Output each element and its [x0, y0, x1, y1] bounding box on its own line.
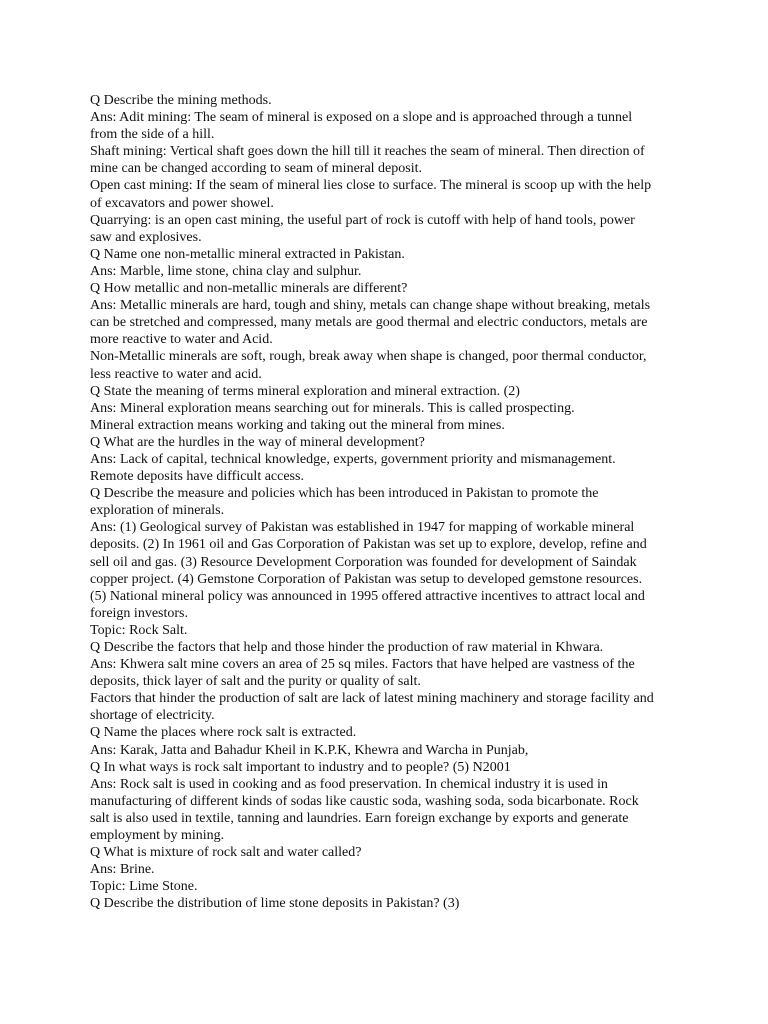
text-line: (5) National mineral policy was announced in 1995 offered attractive incentives to attract local and — [90, 588, 645, 604]
answer-line: Ans: Adit mining: The seam of mineral is exposed on a slope and is approached through a tunnel — [90, 110, 633, 126]
question-line: Q In what ways is rock salt important to industry and to people? (5) N2001 — [90, 759, 511, 775]
answer-line: Ans: Khwera salt mine covers an area of 25 sq miles. Factors that have helped are vastness of the — [90, 657, 635, 673]
text-line: Factors that hinder the production of salt are lack of latest mining machinery and storage facility and — [90, 691, 654, 707]
question-line: Q Name one non-metallic mineral extracted in Pakistan. — [90, 246, 405, 262]
text-line: Shaft mining: Vertical shaft goes down the hill till it reaches the seam of mineral. Then direction of — [90, 144, 645, 160]
answer-line: Ans: (1) Geological survey of Pakistan was established in 1947 for mapping of workable mineral — [90, 520, 635, 536]
answer-line: Ans: Marble, lime stone, china clay and sulphur. — [90, 263, 362, 279]
text-line: less reactive to water and acid. — [90, 366, 262, 382]
topic-heading: Topic: Rock Salt. — [90, 622, 188, 638]
text-line: saw and explosives. — [90, 229, 202, 245]
text-line: sell oil and gas. (3) Resource Development Corporation was founded for development of Saindak — [90, 554, 637, 570]
answer-line: Ans: Rock salt is used in cooking and as food preservation. In chemical industry it is used in — [90, 776, 608, 792]
question-line: Q Describe the distribution of lime stone deposits in Pakistan? (3) — [90, 896, 460, 912]
text-line: Mineral extraction means working and taking out the mineral from mines. — [90, 417, 505, 433]
text-line: copper project. (4) Gemstone Corporation of Pakistan was setup to developed gemstone resources. — [90, 571, 643, 587]
question-line: Q What is mixture of rock salt and water called? — [90, 845, 362, 861]
text-line: Non-Metallic minerals are soft, rough, break away when shape is changed, poor thermal conductor, — [90, 349, 647, 365]
question-line: Q What are the hurdles in the way of mineral development? — [90, 434, 425, 450]
text-line: manufacturing of different kinds of sodas like caustic soda, washing soda, soda bicarbonate. Rock — [90, 793, 639, 809]
text-line: salt is also used in textile, tanning and laundries. Earn foreign exchange by exports and generate — [90, 810, 629, 826]
text-line: foreign investors. — [90, 605, 188, 621]
text-line: Quarrying: is an open cast mining, the useful part of rock is cutoff with help of hand tools, power — [90, 212, 635, 228]
text-line: deposits. (2) In 1961 oil and Gas Corporation of Pakistan was set up to explore, develop, refine and — [90, 537, 647, 553]
text-line: deposits, thick layer of salt and the purity or quality of salt. — [90, 674, 421, 690]
question-line: Q Describe the mining methods. — [90, 93, 272, 108]
question-line: Q Describe the measure and policies which has been introduced in Pakistan to promote the — [90, 486, 599, 502]
question-line: Q Describe the factors that help and those hinder the production of raw material in Khwara. — [90, 640, 604, 655]
text-line: shortage of electricity. — [90, 708, 215, 724]
text-line: employment by mining. — [90, 828, 225, 844]
answer-line: Ans: Lack of capital, technical knowledge, experts, government priority and mismanagement. — [90, 451, 616, 467]
text-line: exploration of minerals. — [90, 503, 225, 519]
text-line: of excavators and power showel. — [90, 195, 274, 211]
answer-line: Ans: Brine. — [90, 862, 155, 878]
question-line: Q Name the places where rock salt is extracted. — [90, 725, 357, 741]
topic-heading: Topic: Lime Stone. — [90, 879, 198, 895]
text-line: from the side of a hill. — [90, 127, 215, 143]
text-line: Open cast mining: If the seam of mineral lies close to surface. The mineral is scoop up with the help — [90, 178, 652, 194]
text-line: Remote deposits have difficult access. — [90, 469, 304, 485]
text-line: mine can be changed according to seam of mineral deposit. — [90, 161, 422, 177]
answer-line: Ans: Mineral exploration means searching out for minerals. This is called prospecting. — [90, 400, 575, 416]
question-line: Q How metallic and non-metallic minerals are different? — [90, 281, 408, 297]
text-line: can be stretched and compressed, many metals are good thermal and electric conductors, metals are — [90, 315, 648, 331]
document-body — [90, 92, 680, 913]
answer-line: Ans: Metallic minerals are hard, tough and shiny, metals can change shape without breaking, metals — [90, 298, 651, 314]
answer-line: Ans: Karak, Jatta and Bahadur Kheil in K.P.K, Khewra and Warcha in Punjab, — [90, 742, 529, 758]
question-line: Q State the meaning of terms mineral exploration and mineral extraction. (2) — [90, 383, 520, 399]
text-line: more reactive to water and Acid. — [90, 332, 273, 348]
